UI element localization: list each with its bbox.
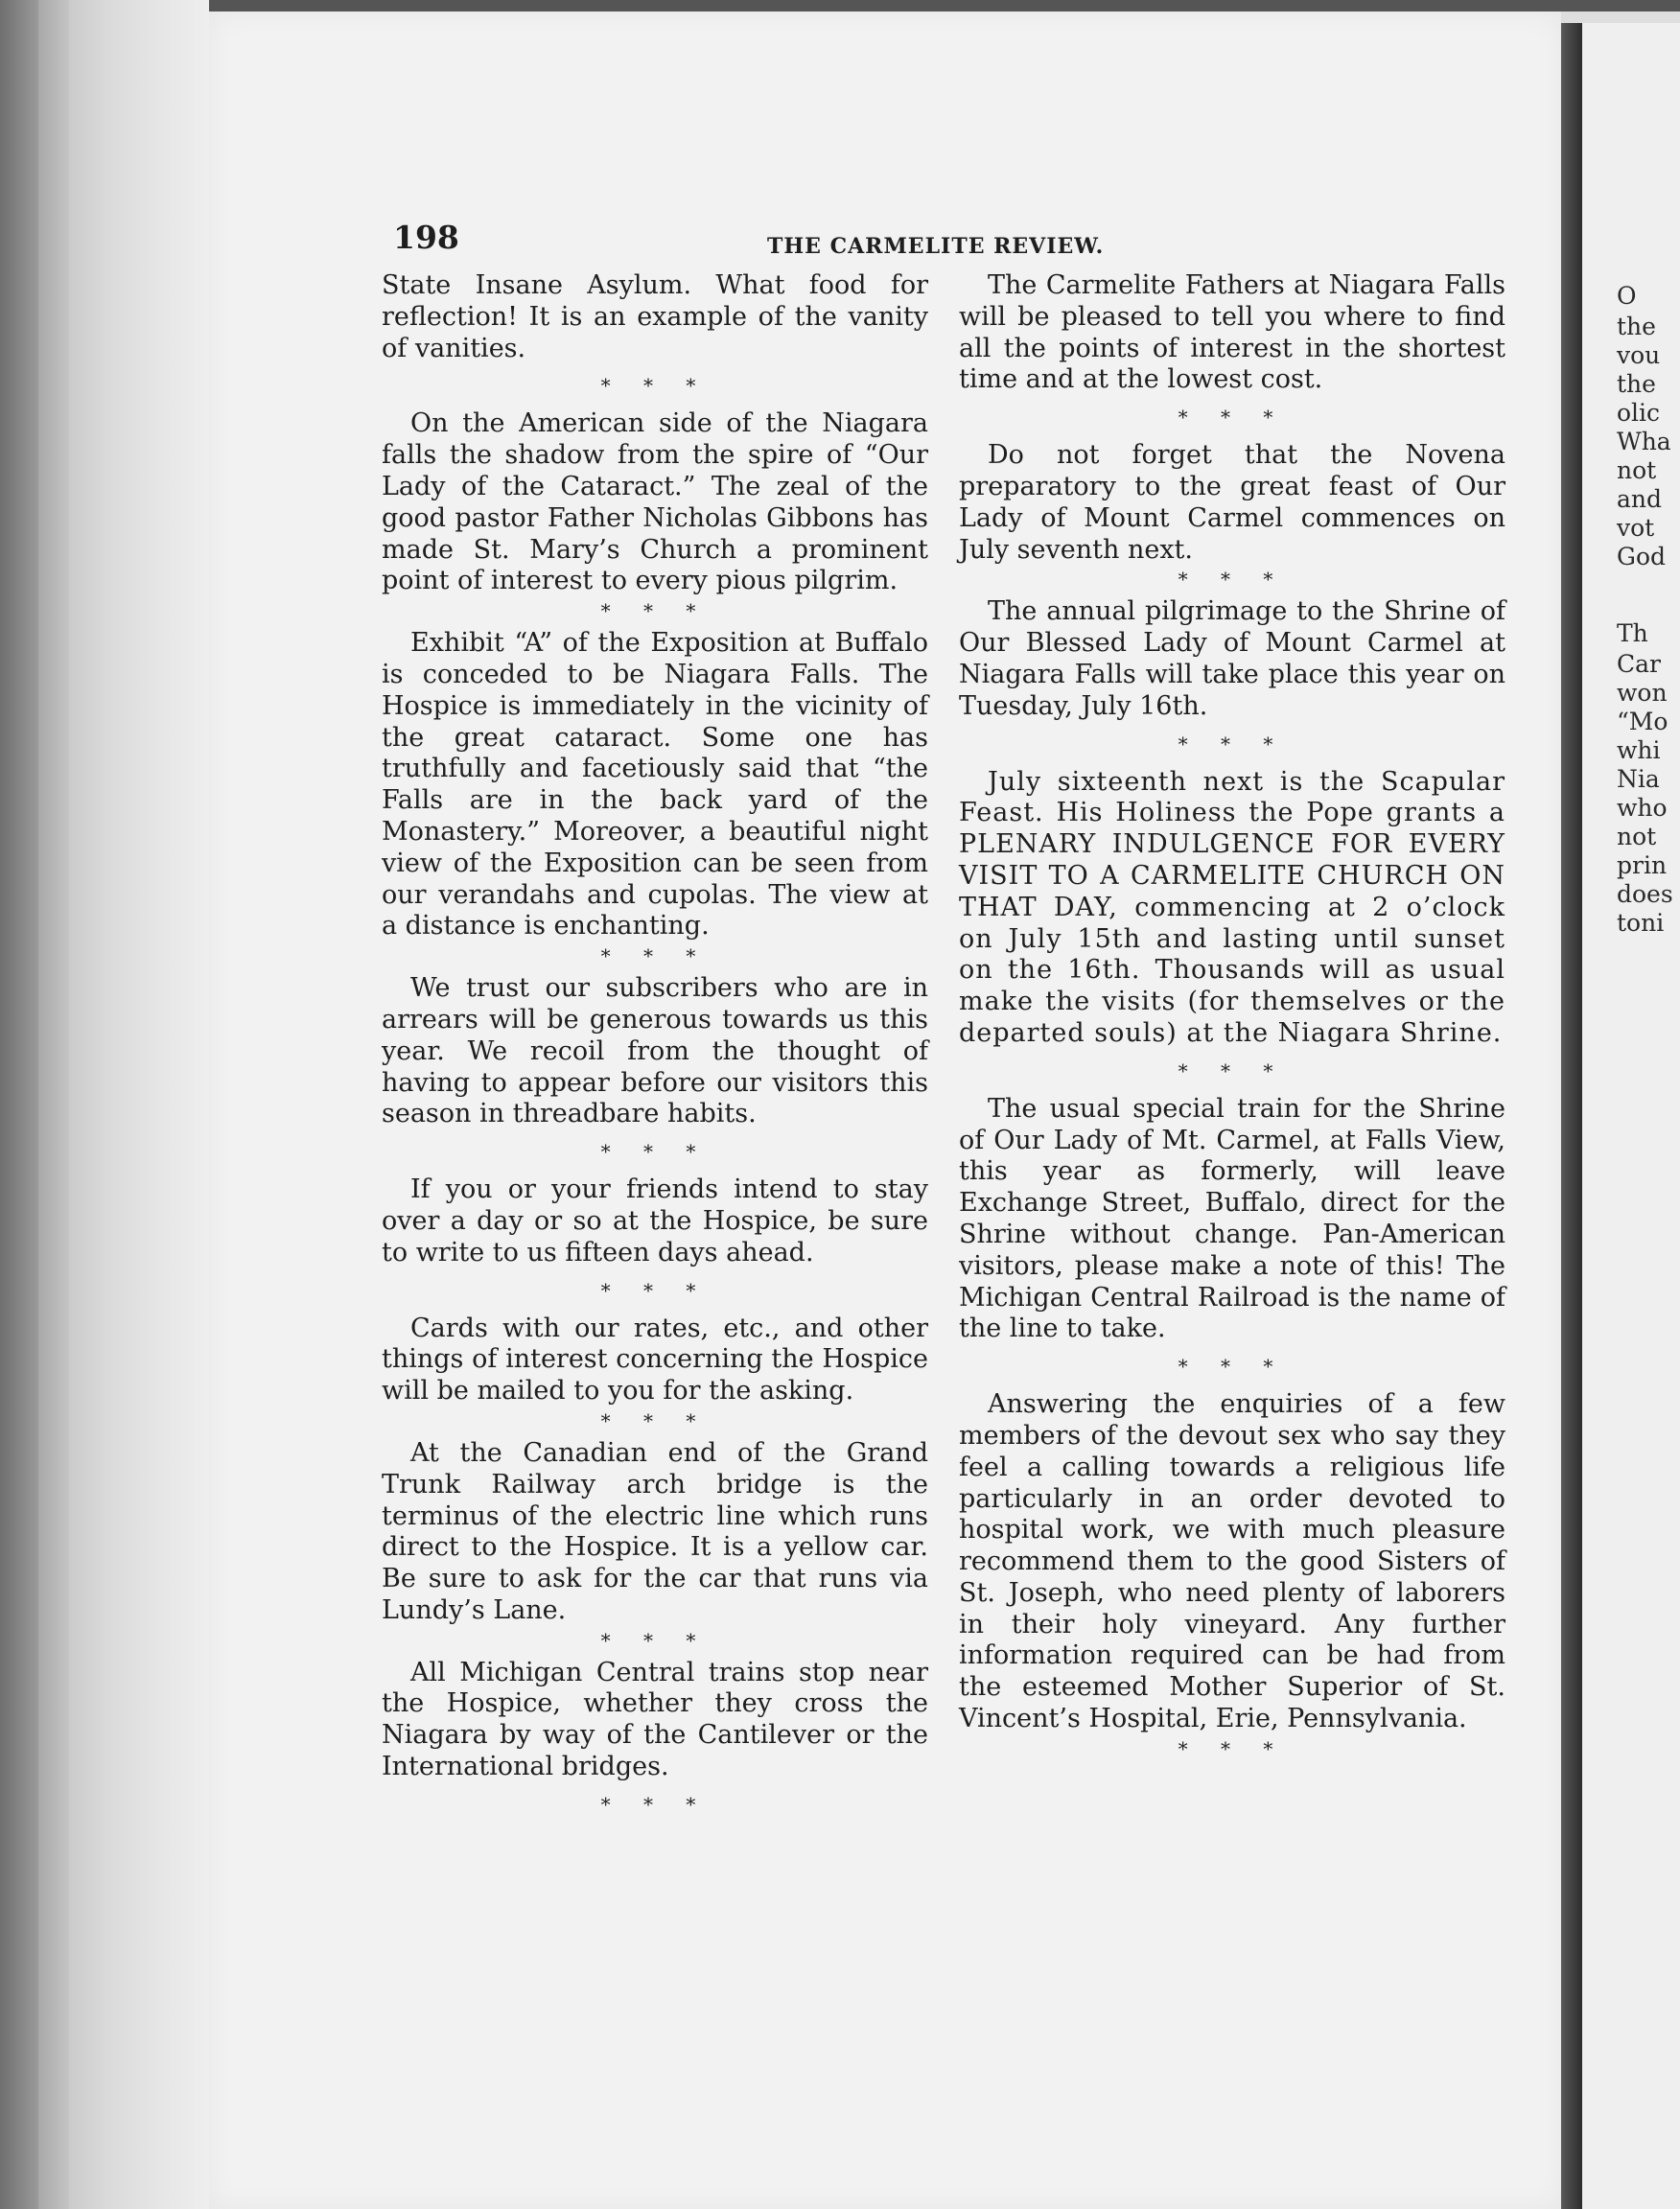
separator-stars: * * * bbox=[1178, 406, 1287, 430]
facing-page-fragment: Car bbox=[1617, 650, 1661, 678]
left-column bbox=[382, 270, 928, 1827]
paragraph: On the American side of the Niagara falls the shadow from the spire of “Our Lady of the Cataract.” The zeal of the good pastor Father Nicholas Gibbons has made St. Mary’s Church a prominent point of interest to every pious pilgrim. bbox=[382, 408, 928, 596]
facing-page-fragment: the bbox=[1617, 370, 1656, 398]
facing-page-fragment: and bbox=[1617, 485, 1663, 513]
paragraph: All Michigan Central trains stop near the Hospice, whether they cross the Niagara by way of the Cantilever or the International bridges. bbox=[382, 1657, 928, 1782]
page-edge-stack bbox=[104, 0, 161, 2209]
facing-page-fragment: olic bbox=[1617, 399, 1661, 427]
facing-page-fragment: who bbox=[1617, 794, 1668, 822]
book-gutter bbox=[1561, 23, 1582, 2209]
separator-stars: * * * bbox=[1178, 1058, 1287, 1082]
separator-stars: * * * bbox=[600, 1408, 710, 1432]
running-head: THE CARMELITE REVIEW. bbox=[767, 234, 1105, 259]
paragraph: Do not forget that the Novena preparatory to the great feast of Our Lady of Mount Carmel commences on July seventh next. bbox=[959, 440, 1505, 565]
facing-page-fragment: the bbox=[1617, 313, 1656, 340]
separator-stars: * * * bbox=[600, 1792, 710, 1816]
separator-stars: * * * bbox=[1178, 732, 1287, 756]
facing-page-fragment: toni bbox=[1617, 909, 1665, 937]
separator-stars: * * * bbox=[1178, 1736, 1287, 1760]
facing-page-fragment: O bbox=[1617, 282, 1637, 310]
facing-page-fragment: vou bbox=[1617, 341, 1661, 369]
facing-page-fragment: Th bbox=[1617, 619, 1648, 647]
facing-page-fragment: God bbox=[1617, 543, 1667, 570]
separator-stars: * * * bbox=[600, 599, 710, 623]
facing-page-fragment: not bbox=[1617, 456, 1657, 484]
facing-page-fragment: Nia bbox=[1617, 765, 1660, 793]
paragraph: We trust our subscribers who are in arrears will be generous towards us this year. We recoil from the thought of having to appear before our visitors this season in threadbare habits. bbox=[382, 973, 928, 1129]
separator-stars: * * * bbox=[1178, 568, 1287, 592]
facing-page-fragment: does bbox=[1617, 880, 1673, 908]
facing-page-fragment: not bbox=[1617, 823, 1657, 850]
facing-page-fragment: whi bbox=[1617, 736, 1661, 764]
page-edge-stack bbox=[69, 0, 104, 2209]
paragraph: Exhibit “A” of the Exposition at Buffalo is conceded to be Niagara Falls. The Hospice is immediately in the vicinity of the great cataract. Some one has truthfully and facetiously said that “the Falls are in the back yard of the Monastery.” Moreover, a beautiful night view of the Exposition can be seen from our verandahs and cupolas. The view at a distance is enchanting. bbox=[382, 628, 928, 942]
separator-stars: * * * bbox=[600, 1278, 710, 1302]
paragraph: The annual pilgrimage to the Shrine of Our Blessed Lady of Mount Carmel at Niagara Falls will take place this year on Tuesday, July 16th. bbox=[959, 596, 1505, 721]
page-edge-stack bbox=[161, 0, 209, 2209]
facing-page-fragment: vot bbox=[1617, 514, 1655, 542]
right-column bbox=[959, 270, 1505, 1766]
scan-top-border bbox=[0, 0, 1680, 12]
paragraph: July sixteenth next is the Scapular Feast. His Holiness the Pope grants a PLENARY INDULGENCE FOR EVERY VISIT TO A CARMELITE CHURCH ON THAT DAY, commencing at 2 o’clock on July 15th and lasting until sunset on the 16th. Thousands will as usual make the visits (for themselves or the departed souls) at the Niagara Shrine. bbox=[959, 766, 1505, 1048]
separator-stars: * * * bbox=[1178, 1355, 1287, 1379]
paragraph: At the Canadian end of the Grand Trunk Railway arch bridge is the terminus of the electric line which runs direct to the Hospice. It is a yellow car. Be sure to ask for the car that runs via Lundy’s Lane. bbox=[382, 1437, 928, 1625]
facing-page-fragment: won bbox=[1617, 679, 1668, 707]
facing-page-fragment: “Mo bbox=[1617, 708, 1668, 735]
facing-page-fragment: prin bbox=[1617, 851, 1668, 879]
paragraph: Answering the enquiries of a few members of the devout sex who say they feel a calling towards a religious life particularly in an order devoted to hospital work, we with much pleasure recommend them to the good Sisters of St. Joseph, who need plenty of laborers in their holy vineyard. Any further information required can be had from the esteemed Mother Superior of St. Vincent’s Hospital, Erie, Pennsylvania. bbox=[959, 1389, 1505, 1734]
page-number: 198 bbox=[393, 219, 459, 256]
page-edge-stack bbox=[0, 0, 38, 2209]
separator-stars: * * * bbox=[600, 1140, 710, 1164]
separator-stars: * * * bbox=[600, 1628, 710, 1652]
facing-page-edge bbox=[1582, 23, 1680, 2209]
paragraph: The Carmelite Fathers at Niagara Falls will be pleased to tell you where to find all the points of interest in the shortest time and at the lowest cost. bbox=[959, 270, 1505, 395]
paragraph: State Insane Asylum. What food for reflection! It is an example of the vanity of vanities. bbox=[382, 270, 928, 363]
paragraph: Cards with our rates, etc., and other things of interest concerning the Hospice will be mailed to you for the asking. bbox=[382, 1313, 928, 1407]
page-edge-stack bbox=[38, 0, 69, 2209]
separator-stars: * * * bbox=[600, 374, 710, 398]
separator-stars: * * * bbox=[600, 944, 710, 968]
facing-page-fragment: Wha bbox=[1617, 428, 1671, 455]
paragraph: The usual special train for the Shrine of Our Lady of Mt. Carmel, at Falls View, this year as formerly, will leave Exchange Street, Buffalo, direct for the Shrine without change. Pan-American visitors, please make a note of this! The Michigan Central Railroad is the name of the line to take. bbox=[959, 1093, 1505, 1344]
paragraph: If you or your friends intend to stay over a day or so at the Hospice, be sure to write to us fifteen days ahead. bbox=[382, 1174, 928, 1267]
